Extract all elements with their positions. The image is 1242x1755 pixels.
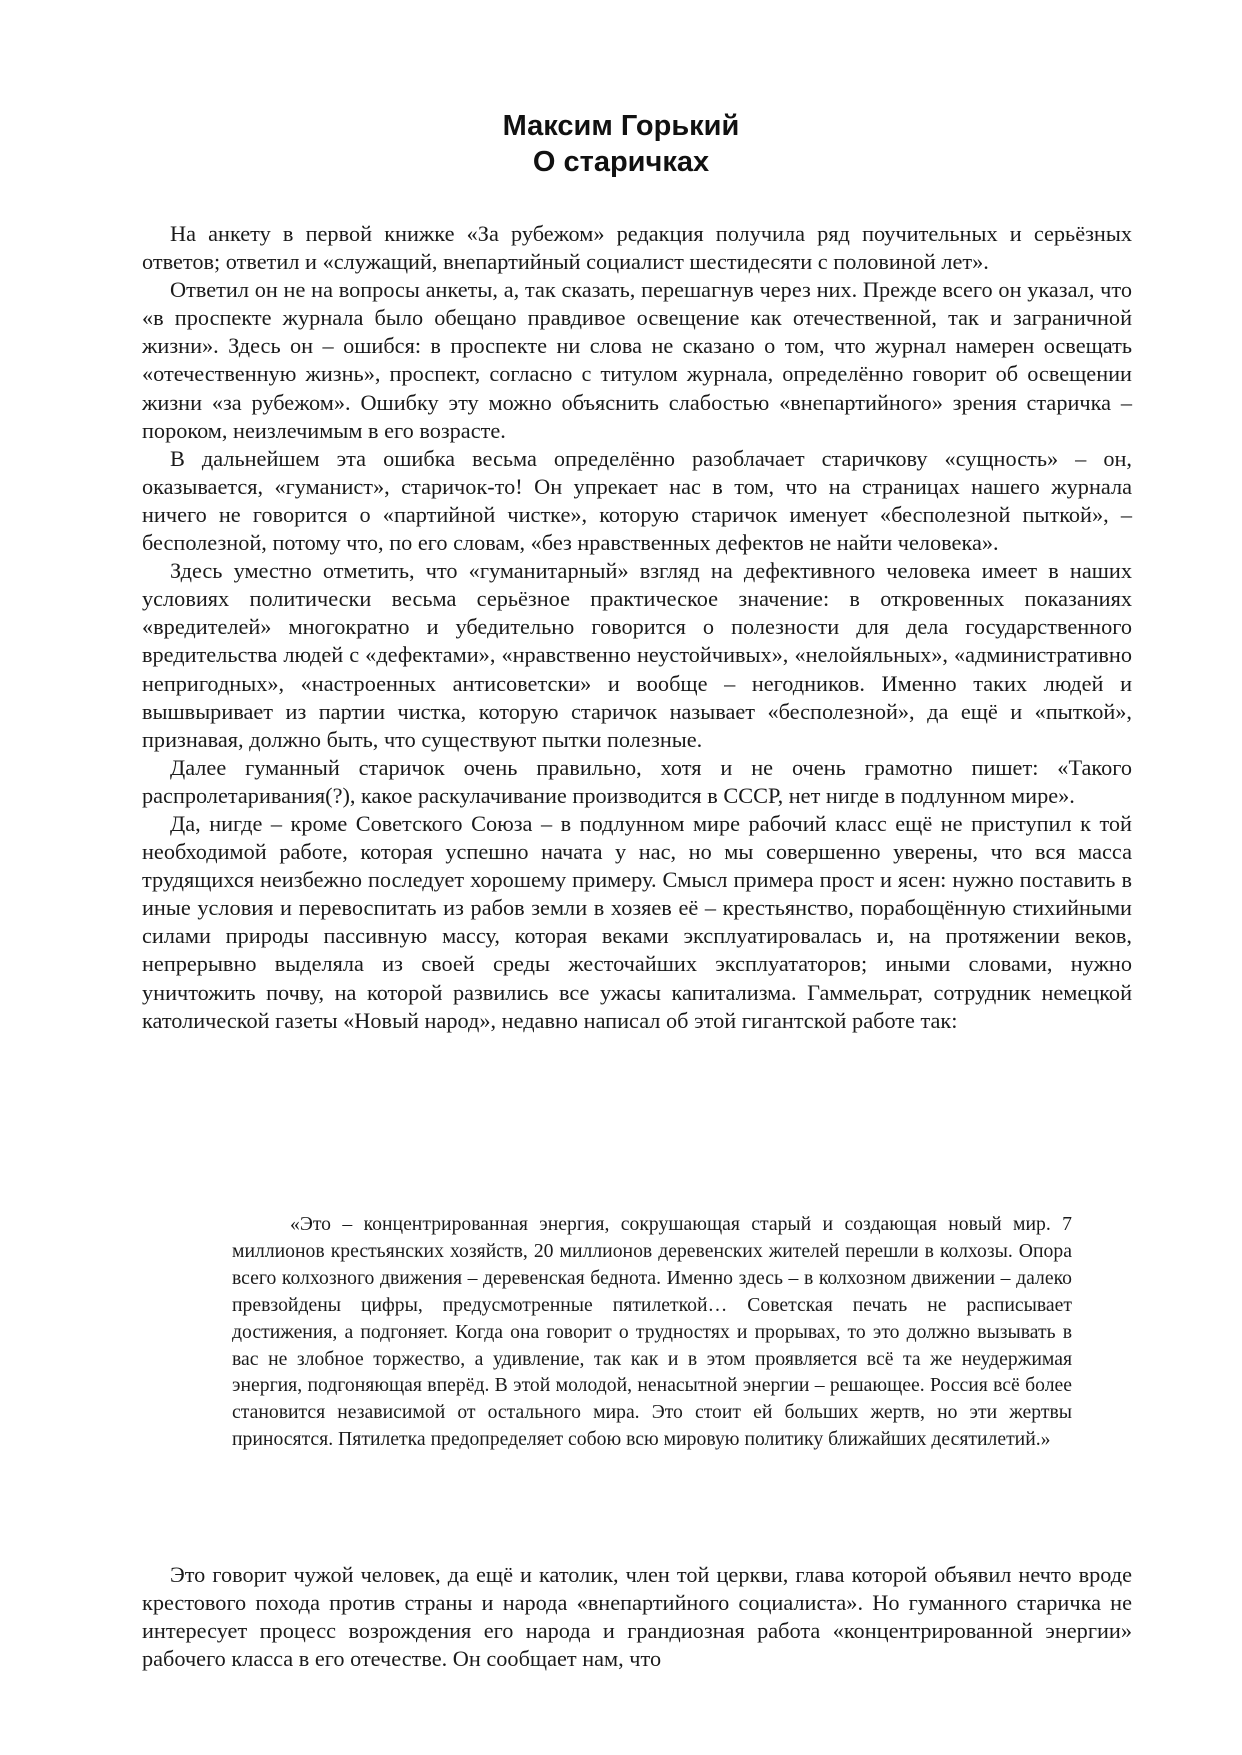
quote-text: «Это – концентрированная энергия, сокрушающая старый и создающая новый мир. 7 миллионов крестьянских хозяйств, 20 миллионов деревенских жителей перешли в колхозы. Опора всего колхозного движения – деревенская беднота. Именно здесь – в колхозном движении – далеко превзойдены цифры, предусмотренные пятилеткой… Советская печать не расписывает достижения, а подгоняет. Когда она говорит о трудностях и прорывах, то это должно вызывать в вас не злобное торжество, а удивление, так как и в этом проявляется всё та же неудержимая энергия, подгоняющая вперёд. В этой молодой, ненасытной энергии – решающее. Россия всё более становится независимой от остального мира. Это стоит ей больших жертв, но эти жертвы приносятся. Пятилетка предопределяет собою всю мировую политику ближайших десятилетий.» (232, 1213, 1072, 1451)
paragraph: Далее гуманный старичок очень правильно, хотя и не очень грамотно пишет: «Такого распролетаривания(?), какое раскулачивание производится в СССР, нет нигде в подлунном мире». (142, 754, 1132, 808)
article-title: О старичках (532, 146, 710, 178)
author-name: Максим Горький (502, 110, 740, 142)
article-body (142, 220, 1132, 1035)
paragraph: На анкету в первой книжке «За рубежом» редакция получила ряд поучительных и серьёзных ответов; ответил и «служащий, внепартийный социалист шестидесяти с половиной лет». (142, 221, 1132, 275)
block-quote (232, 1211, 1072, 1453)
title-block (0, 108, 1242, 180)
paragraph: Да, нигде – кроме Советского Союза – в подлунном мире рабочий класс ещё не приступил к той необходимой работе, которая успешно начата у нас, но мы совершенно уверены, что вся масса трудящихся неизбежно последует хорошему примеру. Смысл примера прост и ясен: нужно поставить в иные условия и перевоспитать из рабов земли в хозяев её – крестьянство, порабощённую стихийными силами природы пассивную массу, которая веками эксплуатировалась и, на протяжении веков, непрерывно выделяла из своей среды жесточайших эксплуататоров; иными словами, нужно уничтожить почву, на которой развились все ужасы капитализма. Гаммельрат, сотрудник немецкой католической газеты «Новый народ», недавно написал об этой гигантской работе так: (142, 810, 1132, 1033)
paragraph: Это говорит чужой человек, да ещё и католик, член той церкви, глава которой объявил нечто вроде крестового похода против страны и народа «внепартийного социалиста». Но гуманного старичка не интересует процесс возрождения его народа и грандиозная работа «концентрированной энергии» рабочего класса в его отечестве. Он сообщает нам, что (142, 1562, 1132, 1672)
paragraph: Здесь уместно отметить, что «гуманитарный» взгляд на дефективного человека имеет в наших условиях политически весьма серьёзное практическое значение: в откровенных показаниях «вредителей» многократно и убедительно говорится о полезности для дела государственного вредительства людей с «дефектами», «нравственно неустойчивых», «нелойяльных», «административно непригодных», «настроенных антисоветски» и вообще – негодников. Именно таких людей и вышвыривает из партии чистка, которую старичок называет «бесполезной», да ещё и «пыткой», признавая, должно быть, что существуют пытки полезные. (142, 558, 1132, 752)
paragraph: В дальнейшем эта ошибка весьма определённо разоблачает старичкову «сущность» – он, оказывается, «гуманист», старичок-то! Он упрекает нас в том, что на страницах нашего журнала ничего не говорится о «партийной чистке», которую старичок именует «бесполезной пыткой», – бесполезной, потому что, по его словам, «без нравственных дефектов не найти человека». (142, 445, 1132, 556)
article-body-continued (142, 1561, 1132, 1673)
paragraph: Ответил он не на вопросы анкеты, а, так сказать, перешагнув через них. Прежде всего он указал, что «в проспекте журнала было обещано правдивое освещение как отечественной, так и заграничной жизни». Здесь он – ошибся: в проспекте ни слова не сказано о том, что журнал намерен освещать «отечественную жизнь», проспект, согласно с титулом журнала, определённо говорит об освещении жизни «за рубежом». Ошибку эту можно объяснить слабостью «внепартийного» зрения старичка – пороком, неизлечимым в его возрасте. (142, 277, 1132, 443)
